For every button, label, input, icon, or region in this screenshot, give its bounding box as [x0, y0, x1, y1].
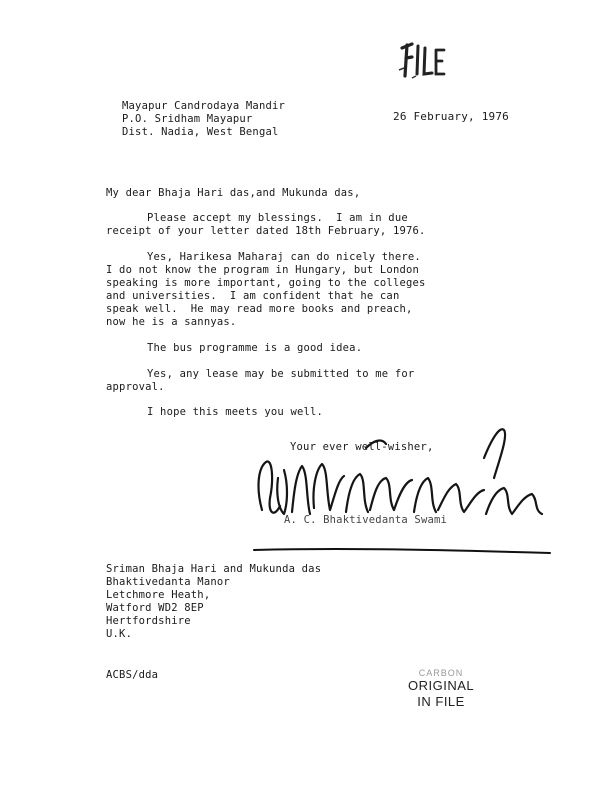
recipient-address-line-3: Letchmore Heath,	[106, 589, 211, 601]
recipient-address-line-5: Hertfordshire	[106, 615, 191, 627]
paragraph-1-line-2: receipt of your letter dated 18th February, 1976.	[106, 225, 426, 237]
file-stamp-mark	[398, 40, 446, 82]
paragraph-2-line-3: speaking is more important, going to the colleges	[106, 277, 426, 289]
stamp-in-file-text: IN FILE	[417, 694, 465, 709]
sender-address-line-2: P.O. Sridham Mayapur	[122, 113, 253, 125]
signature-underline	[252, 544, 552, 558]
recipient-address-line-4: Watford WD2 8EP	[106, 602, 204, 614]
paragraph-1-line-1: Please accept my blessings. I am in due	[147, 212, 408, 224]
salutation: My dear Bhaja Hari das,and Mukunda das,	[106, 187, 361, 199]
paragraph-4-line-1: Yes, any lease may be submitted to me for	[147, 368, 415, 380]
sender-address-line-3: Dist. Nadia, West Bengal	[122, 126, 279, 138]
paragraph-2-line-1: Yes, Harikesa Maharaj can do nicely there.	[147, 251, 421, 263]
paragraph-2-line-4: and universities. I am confident that he can	[106, 290, 400, 302]
paragraph-2-line-2: I do not know the program in Hungary, but London	[106, 264, 420, 276]
letter-date: 26 February, 1976	[393, 110, 509, 123]
stamp-original-text: ORIGINAL	[408, 678, 475, 693]
signature-typed-name: A. C. Bhaktivedanta Swami	[284, 514, 448, 526]
paragraph-3-line-1: The bus programme is a good idea.	[147, 342, 363, 354]
recipient-address-line-2: Bhaktivedanta Manor	[106, 576, 230, 588]
sender-address-line-1: Mayapur Candrodaya Mandir	[122, 100, 286, 112]
reference-initials: ACBS/dda	[106, 669, 159, 681]
recipient-address-line-6: U.K.	[106, 628, 133, 640]
closing: Your ever well-wisher,	[290, 441, 434, 453]
handwritten-signature	[248, 418, 548, 538]
paragraph-4-line-2: approval.	[106, 381, 165, 393]
paragraph-5-line-1: I hope this meets you well.	[147, 406, 324, 418]
stamp-carbon-text: CARBON	[418, 668, 464, 678]
paragraph-2-line-6: now he is a sannyas.	[106, 316, 237, 328]
original-in-file-stamp	[408, 668, 474, 710]
recipient-address-line-1: Sriman Bhaja Hari and Mukunda das	[106, 563, 322, 575]
paragraph-2-line-5: speak well. He may read more books and preach,	[106, 303, 413, 315]
